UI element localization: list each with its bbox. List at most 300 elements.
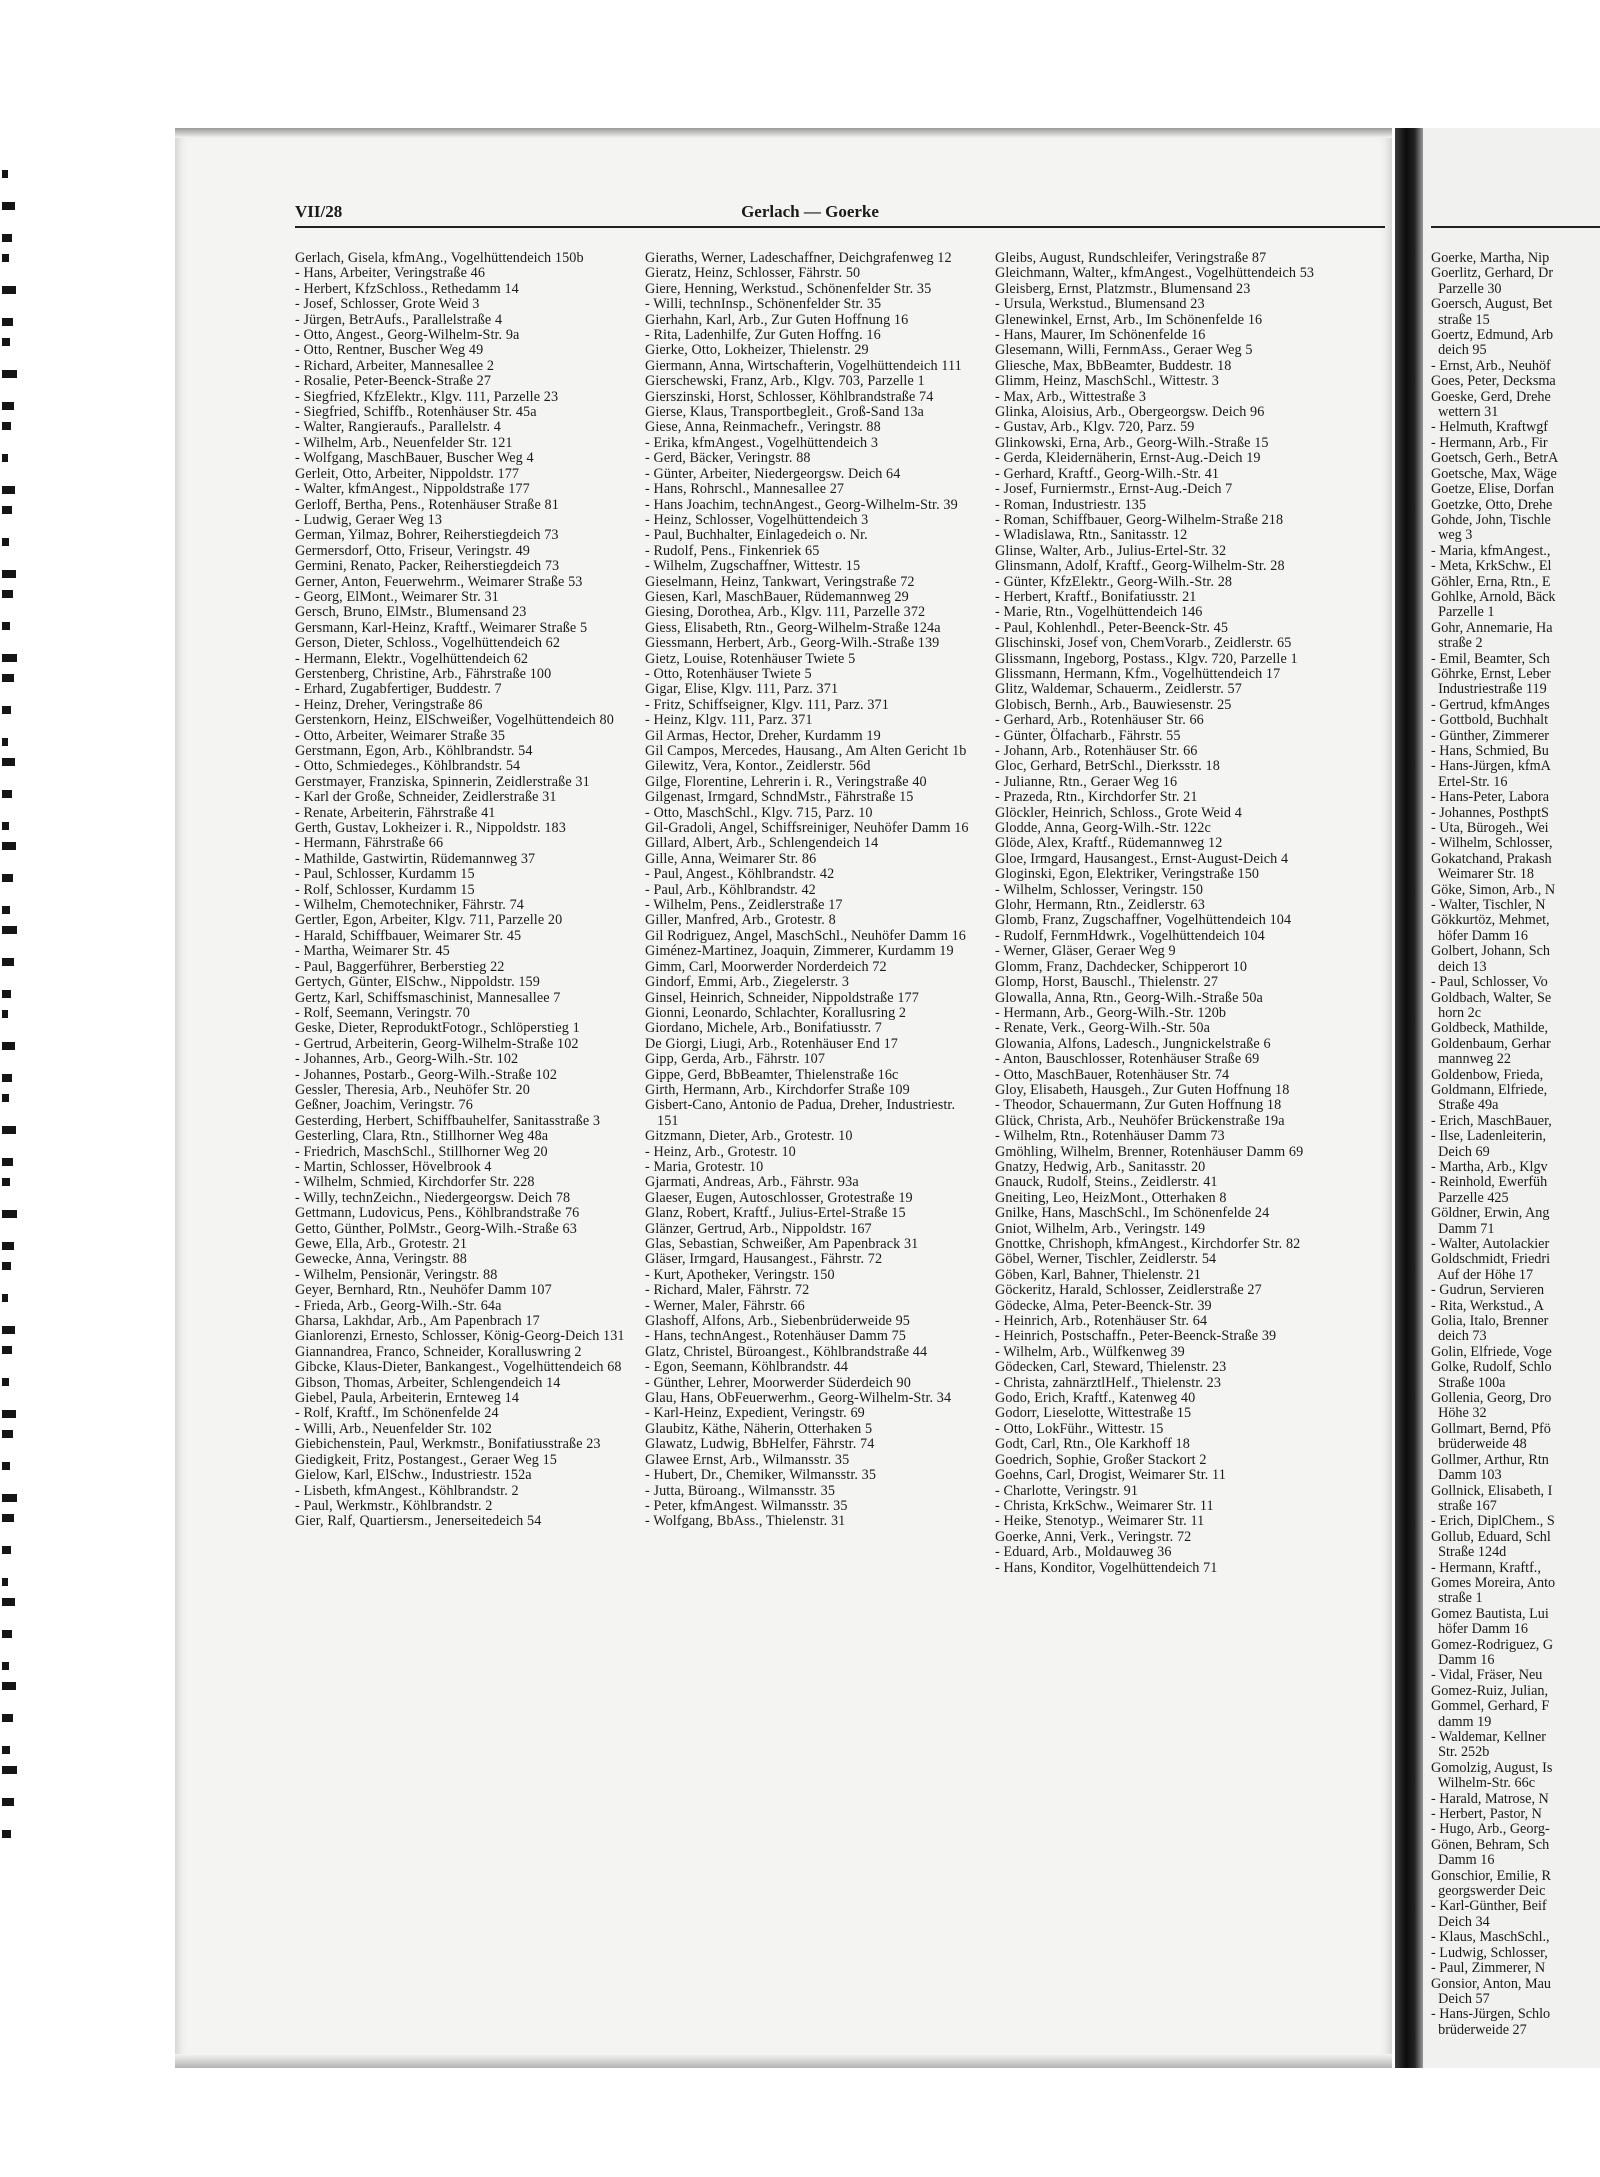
- directory-entry: Glomb, Franz, Zugschaffner, Vogelhüttendeich 104: [995, 912, 1292, 929]
- directory-entry: - Friedrich, MaschSchl., Stillhorner Weg 20: [295, 1143, 548, 1160]
- directory-entry: - Otto, Arbeiter, Weimarer Straße 35: [295, 727, 506, 744]
- directory-entry: - Paul, Arb., Köhlbrandstr. 42: [645, 881, 816, 898]
- binding-mark: [2, 654, 17, 662]
- directory-entry: - Heinz, Klgv. 111, Parz. 371: [645, 712, 813, 729]
- directory-entry: - Hermann, Arb., Georg-Wilh.-Str. 120b: [995, 1004, 1227, 1021]
- directory-entry: Gil Armas, Hector, Dreher, Kurdamm 19: [645, 727, 881, 744]
- directory-entry: Glatz, Christel, Büroangest., Köhlbrandstraße 44: [645, 1343, 928, 1360]
- binding-mark: [2, 958, 14, 966]
- facing-page-line: höfer Damm 16: [1431, 927, 1528, 944]
- directory-entry: Gnauck, Rudolf, Steins., Zeidlerstr. 41: [995, 1174, 1218, 1191]
- directory-entry: Gersch, Bruno, ElMstr., Blumensand 23: [295, 604, 527, 621]
- facing-page-line: - Günther, Zimmerer: [1431, 727, 1550, 744]
- facing-page-line: Gohlke, Arnold, Bäck: [1431, 588, 1556, 605]
- directory-entry: - Herbert, Kraftf., Bonifatiusstr. 21: [995, 588, 1197, 605]
- directory-entry: Gödecke, Alma, Peter-Beenck-Str. 39: [995, 1297, 1212, 1314]
- directory-entry: Giordano, Michele, Arb., Bonifatiusstr. 7: [645, 1020, 882, 1037]
- directory-entry: Gieratz, Heinz, Schlosser, Fährstr. 50: [645, 265, 861, 282]
- directory-entry: - Lisbeth, kfmAngest., Köhlbrandstr. 2: [295, 1482, 519, 1499]
- facing-page-line: Goetzke, Otto, Drehe: [1431, 496, 1553, 513]
- facing-page-line: - Paul, Zimmerer, N: [1431, 1960, 1546, 1977]
- directory-entry: - Hubert, Dr., Chemiker, Wilmansstr. 35: [645, 1467, 877, 1484]
- directory-entry: Geßner, Joachim, Veringstr. 76: [295, 1097, 473, 1114]
- facing-page-line: Straße 49a: [1431, 1097, 1499, 1114]
- binding-mark: [2, 1462, 10, 1470]
- facing-page-line: - Ilse, Ladenleiterin,: [1431, 1128, 1547, 1145]
- directory-entry: - Willy, technZeichn., Niedergeorgsw. Deich 78: [295, 1189, 571, 1206]
- binding-mark: [2, 370, 17, 378]
- directory-entry: - Heinz, Dreher, Veringstraße 86: [295, 696, 483, 713]
- facing-page-line: - Paul, Schlosser, Vo: [1431, 974, 1548, 991]
- directory-entry: - Johannes, Arb., Georg-Wilh.-Str. 102: [295, 1051, 519, 1068]
- facing-page-line: - Hermann, Arb., Fir: [1431, 434, 1548, 451]
- book-gutter: [1395, 128, 1423, 2068]
- directory-entry: Gillard, Albert, Arb., Schlengendeich 14: [645, 835, 879, 852]
- directory-entry: - Hermann, Elektr., Vogelhüttendeich 62: [295, 650, 529, 667]
- binding-mark: [2, 1094, 9, 1102]
- facing-page-line: Goerlitz, Gerhard, Dr: [1431, 265, 1554, 282]
- directory-entry: Gerlach, Gisela, kfmAng., Vogelhüttendeich 150b: [295, 250, 584, 266]
- directory-entry: - Josef, Schlosser, Grote Weid 3: [295, 296, 480, 313]
- directory-entry: - Paul, Werkmstr., Köhlbrandstr. 2: [295, 1497, 493, 1514]
- directory-entry: Gläser, Irmgard, Hausangest., Fährstr. 72: [645, 1251, 883, 1268]
- directory-entry: Getto, Günther, PolMstr., Georg-Wilh.-Straße 63: [295, 1220, 577, 1237]
- facing-page-line: brüderweide 48: [1431, 1436, 1527, 1453]
- facing-page-line: Gomez-Rodriguez, G: [1431, 1636, 1554, 1653]
- binding-mark: [2, 1578, 8, 1586]
- directory-entry: Gloc, Gerhard, BetrSchl., Dierksstr. 18: [995, 758, 1220, 775]
- facing-page-line: Goldbeck, Mathilde,: [1431, 1020, 1549, 1037]
- facing-page-line: Gommel, Gerhard, F: [1431, 1698, 1550, 1715]
- facing-page-line: Gohde, John, Tischle: [1431, 511, 1551, 528]
- directory-entry: - Eduard, Arb., Moldauweg 36: [995, 1544, 1172, 1561]
- facing-page-line: Gollmart, Bernd, Pfö: [1431, 1420, 1551, 1437]
- directory-entry: Gerson, Dieter, Schloss., Vogelhüttendeich 62: [295, 635, 561, 652]
- binding-mark: [2, 338, 10, 346]
- facing-page-line: Gomez-Ruiz, Julian,: [1431, 1682, 1549, 1699]
- directory-entry: Göckeritz, Harald, Schlosser, Zeidlerstraße 27: [995, 1282, 1262, 1299]
- facing-page-line: Golbert, Johann, Sch: [1431, 943, 1551, 960]
- directory-entry: - Walter, kfmAngest., Nippoldstraße 177: [295, 481, 530, 498]
- facing-page-line: Auf der Höhe 17: [1431, 1266, 1534, 1283]
- directory-entry: Girth, Hermann, Arb., Kirchdorfer Straße 109: [645, 1081, 910, 1098]
- facing-page-line: - Herbert, Pastor, N: [1431, 1806, 1542, 1823]
- directory-entry: Gindorf, Emmi, Arb., Ziegelerstr. 3: [645, 974, 850, 991]
- facing-page-line: Deich 57: [1431, 1990, 1490, 2007]
- directory-entry: - Mathilde, Gastwirtin, Rüdemannweg 37: [295, 850, 536, 867]
- directory-entry: Gharsa, Lakhdar, Arb., Am Papenbrach 17: [295, 1313, 540, 1330]
- column-3: [995, 251, 1330, 1576]
- directory-entry: - Christa, zahnärztlHelf., Thielenstr. 23: [995, 1374, 1222, 1391]
- facing-page-line: - Uta, Bürogeh., Wei: [1431, 820, 1549, 837]
- directory-entry: - Egon, Seemann, Köhlbrandstr. 44: [645, 1359, 849, 1376]
- directory-entry: - Johannes, Postarb., Georg-Wilh.-Straße 102: [295, 1066, 558, 1083]
- directory-entry: - Frieda, Arb., Georg-Wilh.-Str. 64a: [295, 1297, 502, 1314]
- directory-entry: - Roman, Industriestr. 135: [995, 496, 1147, 513]
- facing-page-line: Damm 16: [1431, 1651, 1495, 1668]
- directory-entry: - Heinz, Arb., Grotestr. 10: [645, 1143, 796, 1160]
- facing-page-line: Goetsch, Gerh., BetrA: [1431, 450, 1559, 467]
- facing-page-line: Göldner, Erwin, Ang: [1431, 1205, 1550, 1222]
- binding-mark: [2, 1830, 11, 1838]
- directory-entry: Giere, Henning, Werkstud., Schönenfelder Str. 35: [645, 280, 932, 297]
- directory-page: [175, 128, 1392, 2068]
- directory-entry: Glowania, Alfons, Ladesch., Jungnickelstraße 6: [995, 1035, 1271, 1052]
- directory-entry: - Rita, Ladenhilfe, Zur Guten Hoffng. 16: [645, 327, 881, 344]
- facing-page-line: Goldbach, Walter, Se: [1431, 989, 1552, 1006]
- facing-page-line: Goerke, Martha, Nip: [1431, 250, 1550, 266]
- directory-entry: - Werner, Gläser, Geraer Weg 9: [995, 943, 1176, 960]
- directory-entry: - Erika, kfmAngest., Vogelhüttendeich 3: [645, 434, 879, 451]
- facing-page-line: mannweg 22: [1431, 1051, 1511, 1068]
- directory-entry: - Wilhelm, Rtn., Rotenhäuser Damm 73: [995, 1128, 1225, 1145]
- directory-entry: - Martin, Schlosser, Hövelbrook 4: [295, 1158, 492, 1175]
- page-bottom-shadow: [175, 2054, 1392, 2068]
- facing-page-column: [1431, 251, 1600, 2038]
- directory-entry: Giese, Anna, Reinmachefr., Veringstr. 88: [645, 419, 881, 436]
- facing-page-line: - Walter, Tischler, N: [1431, 897, 1546, 914]
- column-1: [295, 251, 625, 1530]
- facing-page-line: Wilhelm-Str. 66c: [1431, 1775, 1535, 1792]
- binding-mark: [2, 234, 12, 242]
- facing-page-line: - Rita, Werkstud., A: [1431, 1297, 1544, 1314]
- facing-page-line: Gomes Moreira, Anto: [1431, 1574, 1556, 1591]
- directory-entry: - Wolfgang, MaschBauer, Buscher Weg 4: [295, 450, 534, 467]
- binding-mark: [2, 570, 16, 578]
- directory-entry: Gier, Ralf, Quartiersm., Jenerseitedeich 54: [295, 1513, 542, 1530]
- directory-entry: Glomp, Horst, Bauschl., Thielenstr. 27: [995, 974, 1219, 991]
- directory-entry: Giesen, Karl, MaschBauer, Rüdemannweg 29: [645, 588, 909, 605]
- directory-entry: - Paul, Kohlenhdl., Peter-Beenck-Str. 45: [995, 619, 1229, 636]
- facing-page-line: Gollenia, Georg, Dro: [1431, 1390, 1552, 1407]
- binding-mark: [2, 402, 14, 410]
- facing-page-line: Goes, Peter, Decksma: [1431, 373, 1556, 390]
- directory-entry: Gesterling, Clara, Rtn., Stillhorner Weg 48a: [295, 1128, 549, 1145]
- directory-entry: Gleichmann, Walter,, kfmAngest., Vogelhüttendeich 53: [995, 265, 1315, 282]
- binding-mark: [2, 906, 10, 914]
- facing-page-line: horn 2c: [1431, 1004, 1482, 1021]
- directory-entry: - Günter, Arbeiter, Niedergeorgsw. Deich 64: [645, 465, 901, 482]
- directory-entry: - Karl der Große, Schneider, Zeidlerstraße 31: [295, 789, 557, 806]
- directory-entry: - Wilhelm, Arb., Wülfkenweg 39: [995, 1343, 1185, 1360]
- directory-entry: Gianlorenzi, Ernesto, Schlosser, König-Georg-Deich 131: [295, 1328, 625, 1345]
- directory-entry: Gierschewski, Franz, Arb., Klgv. 703, Parzelle 1: [645, 373, 925, 390]
- directory-entry: Glenewinkel, Ernst, Arb., Im Schönenfelde 16: [995, 311, 1263, 328]
- facing-page-line: Gomez Bautista, Lui: [1431, 1605, 1549, 1622]
- binding-mark: [2, 254, 9, 262]
- facing-page-line: wettern 31: [1431, 404, 1499, 421]
- binding-mark: [2, 1746, 10, 1754]
- directory-entry: Gilewitz, Vera, Kontor., Zeidlerstr. 56d: [645, 758, 871, 775]
- facing-page-line: Goertz, Edmund, Arb: [1431, 327, 1554, 344]
- directory-entry: Glinkowski, Erna, Arb., Georg-Wilh.-Straße 15: [995, 434, 1269, 451]
- directory-entry: Gionni, Leonardo, Schlachter, Korallusring 2: [645, 1004, 907, 1021]
- facing-page-line: höfer Damm 16: [1431, 1621, 1528, 1638]
- directory-entry: Giessmann, Herbert, Arb., Georg-Wilh.-Straße 139: [645, 635, 940, 652]
- facing-page-line: Gonschior, Emilie, R: [1431, 1867, 1552, 1884]
- facing-page-fragment: [1423, 128, 1600, 2068]
- directory-entry: Glawee Ernst, Arb., Wilmansstr. 35: [645, 1451, 850, 1468]
- facing-page-line: damm 19: [1431, 1713, 1492, 1730]
- directory-entry: Glaubitz, Käthe, Näherin, Otterhaken 5: [645, 1420, 873, 1437]
- directory-entry: Goehns, Carl, Drogist, Weimarer Str. 11: [995, 1467, 1226, 1484]
- facing-page-line: - Gertrud, kfmAnges: [1431, 696, 1550, 713]
- directory-entry: - Wilhelm, Arb., Neuenfelder Str. 121: [295, 434, 513, 451]
- binding-mark: [2, 1294, 8, 1302]
- directory-entry: - Hans, Arbeiter, Veringstraße 46: [295, 265, 486, 282]
- facing-page-line: straße 2: [1431, 635, 1483, 652]
- facing-page-line: - Klaus, MaschSchl.,: [1431, 1929, 1550, 1946]
- directory-entry: - Peter, kfmAngest. Wilmansstr. 35: [645, 1497, 848, 1514]
- facing-page-line: weg 3: [1431, 527, 1473, 544]
- directory-entry: - Jürgen, BetrAufs., Parallelstraße 4: [295, 311, 503, 328]
- directory-entry: - Gerd, Bäcker, Veringstr. 88: [645, 450, 811, 467]
- directory-entry: Gleisberg, Ernst, Platzmstr., Blumensand 23: [995, 280, 1251, 297]
- directory-entry: Giesing, Dorothea, Arb., Klgv. 111, Parzelle 372: [645, 604, 926, 621]
- directory-entry: - Günter, KfzElektr., Georg-Wilh.-Str. 28: [995, 573, 1233, 590]
- binding-mark: [2, 170, 8, 178]
- facing-page-line: Gollnick, Elisabeth, I: [1431, 1482, 1553, 1499]
- facing-page-line: - Walter, Autolackier: [1431, 1236, 1550, 1252]
- directory-entry: Glanz, Robert, Kraftf., Julius-Ertel-Straße 15: [645, 1205, 906, 1222]
- directory-entry: - Wilhelm, Zugschaffner, Wittestr. 15: [645, 558, 861, 575]
- directory-entry: German, Yilmaz, Bohrer, Reiherstiegdeich 73: [295, 527, 559, 544]
- directory-entry: Glaeser, Eugen, Autoschlosser, Grotestraße 19: [645, 1189, 913, 1206]
- directory-entry: - Anton, Bauschlosser, Rotenhäuser Straße 69: [995, 1051, 1260, 1068]
- directory-entry: - Hans Joachim, technAngest., Georg-Wilhelm-Str. 39: [645, 496, 958, 513]
- facing-page-line: - Waldemar, Kellner: [1431, 1729, 1547, 1745]
- directory-entry: Glöckler, Heinrich, Schloss., Grote Weid 4: [995, 804, 1242, 821]
- directory-entry: Gierse, Klaus, Transportbegleit., Groß-Sand 13a: [645, 404, 924, 421]
- directory-entry: Gilge, Florentine, Lehrerin i. R., Veringstraße 40: [645, 773, 927, 790]
- facing-page-line: Höhe 32: [1431, 1405, 1487, 1422]
- facing-page-line: - Hans-Jürgen, kfmA: [1431, 758, 1551, 775]
- directory-entry: - Fritz, Schiffseigner, Klgv. 111, Parz. 371: [645, 696, 889, 713]
- facing-page-line: Gökkurtöz, Mehmet,: [1431, 912, 1550, 929]
- directory-entry: Glawatz, Ludwig, BbHelfer, Fährstr. 74: [645, 1436, 875, 1453]
- facing-page-line: Goldenbow, Frieda,: [1431, 1066, 1544, 1083]
- facing-page-line: - Erich, DiplChem., S: [1431, 1513, 1555, 1530]
- directory-entry: - Otto, Schmiedeges., Köhlbrandstr. 54: [295, 758, 521, 775]
- binding-mark: [2, 1430, 13, 1438]
- directory-entry: Gliesche, Max, BbBeamter, Buddestr. 18: [995, 357, 1232, 374]
- directory-entry: Giedigkeit, Fritz, Postangest., Geraer Weg 15: [295, 1451, 557, 1468]
- directory-entry: - Maria, Grotestr. 10: [645, 1158, 764, 1175]
- directory-entry: Gimm, Carl, Moorwerder Norderdeich 72: [645, 958, 887, 975]
- directory-entry: Ginsel, Heinrich, Schneider, Nippoldstraße 177: [645, 989, 919, 1006]
- directory-entry: - Paul, Buchhalter, Einlagedeich o. Nr.: [645, 527, 868, 544]
- directory-entry: - Günter, Ölfacharb., Fährstr. 55: [995, 727, 1181, 744]
- directory-entry: Glinsmann, Adolf, Kraftf., Georg-Wilhelm-Str. 28: [995, 558, 1285, 575]
- directory-entry: Gierszinski, Horst, Schlosser, Köhlbrandstraße 74: [645, 388, 934, 405]
- directory-entry: Gjarmati, Andreas, Arb., Fährstr. 93a: [645, 1174, 859, 1191]
- binding-mark: [2, 1798, 14, 1806]
- directory-entry: - Martha, Weimarer Str. 45: [295, 943, 450, 960]
- directory-entry: Giménez-Martinez, Joaquin, Zimmerer, Kurdamm 19: [645, 943, 954, 960]
- directory-entry: - Roman, Schiffbauer, Georg-Wilhelm-Straße 218: [995, 511, 1284, 528]
- directory-entry: - Ludwig, Geraer Weg 13: [295, 511, 443, 528]
- binding-mark: [2, 286, 16, 294]
- binding-mark: [2, 1514, 14, 1522]
- binding-mark: [2, 790, 12, 798]
- directory-entry: Giannandrea, Franco, Schneider, Koralluswring 2: [295, 1343, 582, 1360]
- directory-entry: - Otto, MaschBauer, Rotenhäuser Str. 74: [995, 1066, 1230, 1083]
- directory-entry: - Kurt, Apotheker, Veringstr. 150: [645, 1266, 835, 1283]
- binding-mark: [2, 1242, 14, 1250]
- directory-entry: Godo, Erich, Kraftf., Katenweg 40: [995, 1390, 1196, 1407]
- directory-entry: - Paul, Angest., Köhlbrandstr. 42: [645, 866, 835, 883]
- directory-entry: - Günther, Lehrer, Moorwerder Süderdeich 90: [645, 1374, 911, 1391]
- facing-page-line: straße 15: [1431, 311, 1490, 328]
- directory-entry: - Siegfried, KfzElektr., Klgv. 111, Parzelle 23: [295, 388, 559, 405]
- directory-entry: Gigar, Elise, Klgv. 111, Parz. 371: [645, 681, 839, 698]
- facing-page-line: Parzelle 425: [1431, 1189, 1509, 1206]
- directory-entry: Gitzmann, Dieter, Arb., Grotestr. 10: [645, 1128, 853, 1145]
- facing-page-line: Ertel-Str. 16: [1431, 773, 1508, 790]
- facing-page-line: - Karl-Günther, Beif: [1431, 1898, 1547, 1915]
- directory-entry: Giess, Elisabeth, Rtn., Georg-Wilhelm-Straße 124a: [645, 619, 941, 636]
- directory-entry: - Rosalie, Peter-Beenck-Straße 27: [295, 373, 492, 390]
- binding-mark: [2, 1766, 17, 1774]
- binding-mark: [2, 1010, 8, 1018]
- directory-entry: Glau, Hans, ObFeuerwerhm., Georg-Wilhelm-Str. 34: [645, 1390, 952, 1407]
- facing-page-line: - Johannes, PosthptS: [1431, 804, 1549, 821]
- directory-entry: Giller, Manfred, Arb., Grotestr. 8: [645, 912, 836, 929]
- directory-entry: Glashoff, Alfons, Arb., Siebenbrüderweide 95: [645, 1313, 910, 1330]
- facing-page-line: Goetze, Elise, Dorfan: [1431, 481, 1554, 498]
- directory-entry: Giebel, Paula, Arbeiterin, Ernteweg 14: [295, 1390, 520, 1407]
- facing-page-line: - Meta, KrkSchw., El: [1431, 558, 1552, 575]
- facing-page-line: deich 73: [1431, 1328, 1487, 1345]
- page-title: Gerlach — Goerke: [741, 202, 879, 221]
- directory-entry: Gisbert-Cano, Antonio de Padua, Dreher, Industriestr. 151: [645, 1097, 956, 1129]
- facing-page-line: Gönen, Behram, Sch: [1431, 1836, 1550, 1853]
- directory-entry: - Hans, technAngest., Rotenhäuser Damm 75: [645, 1328, 906, 1345]
- facing-page-line: Göhrke, Ernst, Leber: [1431, 665, 1551, 682]
- binding-mark: [2, 1410, 16, 1418]
- directory-entry: Gerstenkorn, Heinz, ElSchweißer, Vogelhüttendeich 80: [295, 712, 614, 729]
- directory-entry: Gewe, Ella, Arb., Grotestr. 21: [295, 1236, 468, 1252]
- facing-page-line: Gollub, Eduard, Schl: [1431, 1528, 1551, 1545]
- directory-entry: Gertz, Karl, Schiffsmaschinist, Mannesallee 7: [295, 989, 561, 1006]
- binding-mark: [2, 990, 11, 998]
- facing-page-line: - Ludwig, Schlosser,: [1431, 1944, 1548, 1961]
- directory-entry: - Paul, Baggerführer, Berberstieg 22: [295, 958, 505, 975]
- directory-entry: - Wilhelm, Pensionär, Veringstr. 88: [295, 1266, 498, 1283]
- directory-entry: Glimm, Heinz, MaschSchl., Wittestr. 3: [995, 373, 1219, 390]
- directory-entry: Glomm, Franz, Dachdecker, Schipperort 10: [995, 958, 1248, 975]
- directory-entry: Glissmann, Ingeborg, Postass., Klgv. 720, Parzelle 1: [995, 650, 1298, 667]
- directory-entry: Gloginski, Egon, Elektriker, Veringstraße 150: [995, 866, 1260, 883]
- facing-page-line: Göke, Simon, Arb., N: [1431, 881, 1556, 898]
- directory-entry: Geske, Dieter, ReproduktFotogr., Schlöperstieg 1: [295, 1020, 580, 1037]
- facing-page-line: Parzelle 1: [1431, 604, 1495, 621]
- directory-entry: Glänzer, Gertrud, Arb., Nippoldstr. 167: [645, 1220, 872, 1237]
- directory-entry: - Rolf, Seemann, Veringstr. 70: [295, 1004, 470, 1021]
- directory-entry: Gneiting, Leo, HeizMont., Otterhaken 8: [995, 1189, 1227, 1206]
- directory-entry: Gerstmann, Egon, Arb., Köhlbrandstr. 54: [295, 743, 533, 759]
- directory-entry: Gerner, Anton, Feuerwehrm., Weimarer Straße 53: [295, 573, 583, 590]
- binding-mark: [2, 822, 9, 830]
- directory-entry: - Renate, Arbeiterin, Fährstraße 41: [295, 804, 496, 821]
- binding-mark: [2, 202, 15, 210]
- directory-entry: Gewecke, Anna, Veringstr. 88: [295, 1251, 467, 1268]
- directory-entry: Gibcke, Klaus-Dieter, Bankangest., Vogelhüttendeich 68: [295, 1359, 622, 1376]
- binding-mark: [2, 422, 11, 430]
- facing-page-line: Golke, Rudolf, Schlo: [1431, 1359, 1552, 1376]
- directory-entry: - Harald, Schiffbauer, Weimarer Str. 45: [295, 927, 522, 944]
- facing-page-line: - Hans-Peter, Labora: [1431, 789, 1550, 806]
- directory-entry: Gertler, Egon, Arbeiter, Klgv. 711, Parzelle 20: [295, 912, 563, 929]
- directory-entry: - Prazeda, Rtn., Kirchdorfer Str. 21: [995, 789, 1198, 806]
- binding-mark: [2, 590, 13, 598]
- directory-entry: - Gerhard, Kraftf., Georg-Wilh.-Str. 41: [995, 465, 1220, 482]
- directory-entry: - Josef, Furniermstr., Ernst-Aug.-Deich 7: [995, 481, 1233, 498]
- binding-mark: [2, 926, 17, 934]
- facing-page-line: straße 167: [1431, 1497, 1497, 1514]
- binding-mark: [2, 1074, 12, 1082]
- directory-entry: Gleibs, August, Rundschleifer, Veringstraße 87: [995, 250, 1267, 266]
- binding-mark: [2, 1042, 15, 1050]
- directory-entry: - Otto, MaschSchl., Klgv. 715, Parz. 10: [645, 804, 873, 821]
- directory-entry: - Christa, KrkSchw., Weimarer Str. 11: [995, 1497, 1214, 1514]
- directory-entry: Glitz, Waldemar, Schauerm., Zeidlerstr. 57: [995, 681, 1242, 698]
- facing-page-line: Str. 252b: [1431, 1744, 1490, 1761]
- directory-entry: - Rudolf, FernmHdwrk., Vogelhüttendeich 104: [995, 927, 1265, 944]
- binding-mark: [2, 674, 14, 682]
- directory-entry: - Richard, Arbeiter, Mannesallee 2: [295, 357, 495, 374]
- binding-mark: [2, 486, 15, 494]
- directory-entry: - Theodor, Schauermann, Zur Guten Hoffnung 18: [995, 1097, 1282, 1114]
- binding-mark: [2, 1598, 15, 1606]
- directory-entry: Glück, Christa, Arb., Neuhöfer Brückenstraße 19a: [995, 1112, 1285, 1129]
- facing-page-line: - Reinhold, Ewerfüh: [1431, 1174, 1548, 1191]
- directory-entry: Gielow, Karl, ElSchw., Industriestr. 152a: [295, 1467, 532, 1484]
- facing-page-line: deich 13: [1431, 958, 1487, 975]
- directory-entry: Gödecken, Carl, Steward, Thielenstr. 23: [995, 1359, 1227, 1376]
- facing-page-line: deich 95: [1431, 342, 1487, 359]
- directory-entry: Glischinski, Josef von, ChemVorarb., Zeidlerstr. 65: [995, 635, 1292, 652]
- directory-entry: Gippe, Gerd, BbBeamter, Thielenstraße 16c: [645, 1066, 899, 1083]
- directory-entry: - Rolf, Schlosser, Kurdamm 15: [295, 881, 475, 898]
- page-number: VII/28: [295, 202, 343, 221]
- directory-entry: Gille, Anna, Weimarer Str. 86: [645, 850, 817, 867]
- binding-mark: [2, 1210, 17, 1218]
- binding-mark: [2, 758, 15, 766]
- directory-entry: Goerke, Anni, Verk., Veringstr. 72: [995, 1528, 1192, 1545]
- directory-entry: - Herbert, KfzSchloss., Rethedamm 14: [295, 280, 519, 297]
- binding-mark: [2, 1630, 12, 1638]
- directory-entry: - Paul, Schlosser, Kurdamm 15: [295, 866, 475, 883]
- directory-entry: - Hans, Rohrschl., Mannesallee 27: [645, 481, 845, 498]
- directory-entry: - Otto, Angest., Georg-Wilhelm-Str. 9a: [295, 327, 520, 344]
- directory-entry: Gloy, Elisabeth, Hausgeh., Zur Guten Hoffnung 18: [995, 1081, 1290, 1098]
- directory-entry: Gierhahn, Karl, Arb., Zur Guten Hoffnung 16: [645, 311, 909, 328]
- directory-entry: Gesterding, Herbert, Schiffbauhelfer, Sanitasstraße 3: [295, 1112, 601, 1129]
- facing-page-line: Deich 69: [1431, 1143, 1490, 1160]
- directory-entry: Gerstmayer, Franziska, Spinnerin, Zeidlerstraße 31: [295, 773, 590, 790]
- directory-entry: - Karl-Heinz, Expedient, Veringstr. 69: [645, 1405, 865, 1422]
- facing-page-line: brüderweide 27: [1431, 2021, 1527, 2038]
- facing-page-line: Gollmer, Arthur, Rtn: [1431, 1451, 1549, 1468]
- directory-entry: - Walter, Rangieraufs., Parallelstr. 4: [295, 419, 501, 436]
- directory-entry: Gloe, Irmgard, Hausangest., Ernst-August-Deich 4: [995, 850, 1289, 867]
- facing-page-line: Damm 71: [1431, 1220, 1495, 1237]
- directory-entry: Goedrich, Sophie, Großer Stackort 2: [995, 1451, 1207, 1468]
- facing-page-line: - Emil, Beamter, Sch: [1431, 650, 1550, 667]
- facing-page-line: Parzelle 30: [1431, 280, 1502, 297]
- directory-entry: - Werner, Maler, Fährstr. 66: [645, 1297, 805, 1314]
